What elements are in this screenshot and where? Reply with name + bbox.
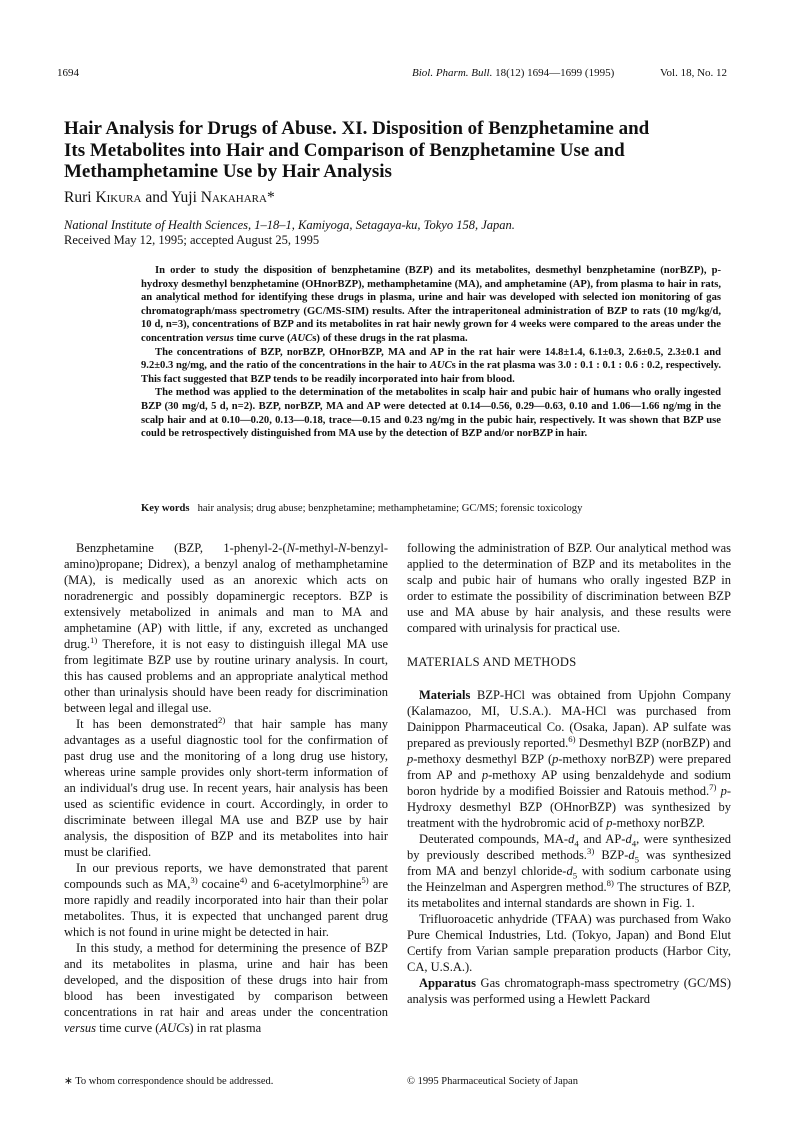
abstract-text: The concentrations of BZP, norBZP, OHnorBZP, MA and AP in the rat hair were 14.8±1.4, 6.1±0.3, 2.6±0.5, 2.3±0.1 and 9.2±0.3 ng/mg, and the ratio of the concentrations in the hair to <box>141 346 721 372</box>
author-conjunction: and <box>145 189 168 206</box>
body-column-right <box>407 540 731 1007</box>
abstract-paragraph <box>141 346 721 387</box>
body-text: s) in rat plasma <box>184 1021 262 1035</box>
body-text: -methoxy desmethyl BZP ( <box>413 752 553 766</box>
abstract-paragraph <box>141 264 721 346</box>
keywords <box>141 502 741 515</box>
citation-ref: 4) <box>239 874 248 885</box>
citation-ref: 7) <box>709 781 717 792</box>
abstract-italic: AUC <box>290 332 313 344</box>
body-italic: p <box>552 752 559 766</box>
body-italic: p <box>407 752 414 766</box>
keywords-text: hair analysis; drug abuse; benzphetamine; methamphetamine; GC/MS; forensic toxicology <box>197 503 583 514</box>
body-text: -benzyl-amino)propane; Didrex), a benzyl analog of methamphetamine (MA), is medically used as an anorexic which acts on noradrenergic and possibly dopaminergic receptors. BZP is extensively metabolized in animals and man to MA and amphetamine (AP) with little, if any, excreted as unchanged drug. <box>64 541 388 651</box>
author-2-family: Nakahara* <box>200 189 275 206</box>
citation-ref: 8) <box>606 877 614 888</box>
body-italic: d <box>628 848 635 862</box>
body-text: -Hydroxy desmethyl BZP (OHnorBZP) was synthesized by treatment with the hydrobromic acid of <box>407 784 732 830</box>
title-line: Methamphetamine Use by Hair Analysis <box>64 161 392 182</box>
body-text: -methoxy norBZP. <box>612 816 705 830</box>
title-line: Its Metabolites into Hair and Comparison of Benzphetamine Use and <box>64 139 625 161</box>
abstract-text: In order to study the disposition of benzphetamine (BZP) and its metabolites, desmethyl benzphetamine (norBZP), p-hydroxy desmethyl benzphetamine (OHnorBZP), methamphetamine (MA), and amphetamine (AP), from plasma to hair in rats, an analytical method for identifying these drugs in plasma, urine and hair was developed with selected ion monitoring of gas chromatograph/mass spectrometry (GC/MS-SIM) results. After the intraperitoneal administration of BZP to rats (10 mg/kg/d, 10 d, n=3), concentrations of BZP and its metabolites in rat hair newly grown for 4 weeks were compared to the areas under the concentration <box>141 265 721 344</box>
body-text: BZP- <box>594 848 629 862</box>
body-italic: p <box>481 768 489 782</box>
page-number: 1694 <box>57 67 79 79</box>
citation-ref: 5) <box>361 874 369 885</box>
abstract-italic: AUC <box>429 360 452 372</box>
body-text: with sodium carbonate using the Heinzelman and Aspergren method. <box>407 864 731 894</box>
body-italic: d <box>566 864 573 878</box>
body-paragraph: following the administration of BZP. Our analytical method was applied to the determination of BZP and its metabolites in the scalp and pubic hair of humans who orally ingested BZP in order to estimate the possibility of discrimination between BZP use and MA abuse by hair analysis, and these results were compared with urinalysis for practical use. <box>407 541 731 635</box>
body-text: -methoxy AP using benzaldehyde and sodium boron hydride by a modified Boissier and Ratouis method. <box>407 768 731 798</box>
body-italic: p <box>720 784 727 798</box>
subscript: 5 <box>572 870 578 881</box>
runin-heading: Materials <box>419 688 471 702</box>
citation-ref: 3) <box>586 845 595 856</box>
correspondence-footnote: ∗ To whom correspondence should be addressed. <box>64 1076 274 1087</box>
body-text: time curve ( <box>95 1021 160 1035</box>
section-heading: MATERIALS AND METHODS <box>407 655 577 669</box>
volume-info: Vol. 18, No. 12 <box>660 67 728 79</box>
journal-citation <box>412 66 614 80</box>
body-text: The structures of BZP, its metabolites and internal standards are shown in Fig. 1. <box>407 880 731 910</box>
body-text: and AP- <box>578 832 626 846</box>
body-text: Benzphetamine (BZP, 1-phenyl-2-( <box>76 541 287 555</box>
body-text: Desmethyl BZP (norBZP) and <box>575 736 731 750</box>
body-text: and 6-acetylmorphine <box>247 877 362 891</box>
body-italic: d <box>568 832 575 846</box>
citation-ref: 1) <box>90 634 98 645</box>
author-1-family: Kikura <box>95 189 142 206</box>
body-italic: p <box>606 816 613 830</box>
paper-title <box>64 118 744 183</box>
citation-ref: 3) <box>190 874 198 885</box>
abstract-text: s) of these drugs in the rat plasma. <box>312 332 468 344</box>
author-list <box>64 189 275 207</box>
body-text: Deuterated compounds, MA- <box>419 832 569 846</box>
abstract <box>141 264 721 441</box>
title-line: Hair Analysis for Drugs of Abuse. XI. Disposition of Benzphetamine and <box>64 118 650 139</box>
body-text: that hair sample has many advantages as a useful diagnostic tool for the confirmation of past drug use and the monitoring of a long drug use history, whereas urine sample provides only short-term information of an individual's drug use. In recent years, hair analysis has been used as scientific evidence in court. Accordingly, in order to discriminate between illegal MA use and BZP use by hair analysis, the disposition of BZP and its metabolites into hair must be clarified. <box>64 717 388 859</box>
body-paragraph <box>64 860 388 940</box>
body-paragraph <box>407 975 731 1007</box>
subscript: 4 <box>574 838 579 849</box>
body-paragraph <box>407 831 731 911</box>
subscript: 4 <box>631 838 637 849</box>
body-paragraph <box>407 687 731 831</box>
body-italic: N <box>286 541 295 555</box>
abstract-text: time curve ( <box>233 332 291 344</box>
journal-name: Biol. Pharm. Bull. <box>412 67 493 79</box>
body-paragraph: Trifluoroacetic anhydride (TFAA) was purchased from Wako Pure Chemical Industries, Ltd. (Tokyo, Japan) and Bond Elut Certify from Varian sample preparation products (Harbor City, CA, U.S.A.). <box>407 912 731 974</box>
body-text: In this study, a method for determining the presence of BZP and its metabolites in plasma, urine and hair has been developed, and the disposition of these drugs into hair from blood has been investigated by comparison between concentrations in rat hair and areas under the concentration <box>64 941 388 1019</box>
body-column-left <box>64 540 388 1036</box>
body-text: In our previous reports, we have demonstrated that parent compounds such as MA, <box>64 861 388 891</box>
abstract-paragraph: The method was applied to the determination of the metabolites in scalp hair and pubic hair of humans who orally ingested BZP (30 mg/d, 5 d, n=2). BZP, norBZP, MA and AP were detected at 0.14—0.56, 0.29—0.63, 0.10 and 1.06—1.66 ng/mg in the scalp hair and at 0.10—0.20, 0.13—0.18, trace—0.15 and 0.23 ng/mg in the pubic hair, respectively. It was shown that BZP use could be retrospectively distinguished from MA use by the detection of BZP and/or norBZP in hair. <box>141 387 721 440</box>
body-text: Gas chromatograph-mass spectrometry (GC/MS) analysis was performed using a Hewlett Packard <box>407 976 731 1006</box>
body-text: Therefore, it is not easy to distinguish illegal MA use from legitimate BZP use by routine urinary analysis. In court, this has caused problems and an appropriate analytical method other than urinalysis should have been ready for discrimination between legal and illegal use. <box>64 637 388 715</box>
body-italic: versus <box>64 1021 96 1035</box>
body-text: was synthesized from MA and benzyl chloride- <box>407 848 731 878</box>
body-text: It has been demonstrated <box>76 717 219 731</box>
journal-issue: 18(12) 1694—1699 (1995) <box>495 67 615 79</box>
body-text: , were synthesized by previously described methods. <box>407 832 731 862</box>
author-2-given: Yuji <box>171 189 197 206</box>
body-paragraph <box>64 716 388 860</box>
body-text: BZP-HCl was obtained from Upjohn Company (Kalamazoo, MI, U.S.A.). MA-HCl was purchased from Dainippon Pharmaceutical Co. (Osaka, Japan). AP sulfate was prepared as previously reported. <box>407 688 731 750</box>
body-italic: d <box>625 832 632 846</box>
body-paragraph <box>64 540 388 716</box>
received-dates: Received May 12, 1995; accepted August 25, 1995 <box>64 233 320 247</box>
runin-heading: Apparatus <box>419 976 476 990</box>
body-text: -methyl- <box>294 541 338 555</box>
body-text: cocaine <box>197 877 240 891</box>
abstract-italic: versus <box>206 332 234 344</box>
keywords-label: Key words <box>141 503 190 514</box>
body-italic: N <box>338 541 347 555</box>
body-text: are more rapidly and readily incorporated into hair than their polar metabolites. Thus, it is expected that unchanged parent drug which is not found in urine might be detected in hair. <box>64 877 388 939</box>
citation-ref: 2) <box>218 714 226 725</box>
author-1-given: Ruri <box>64 189 92 206</box>
subscript: 5 <box>634 854 640 865</box>
body-italic: AUC <box>159 1021 185 1035</box>
body-text: -methoxy norBZP) were prepared from AP and <box>407 752 731 782</box>
citation-ref: 6) <box>568 733 576 744</box>
abstract-text: s in the rat plasma was 3.0 : 0.1 : 0.1 : 0.6 : 0.2, respectively. This fact suggested that BZP tends to be readily incorporated into hair from blood. <box>141 360 721 385</box>
copyright-notice: © 1995 Pharmaceutical Society of Japan <box>407 1076 578 1087</box>
body-paragraph <box>64 940 388 1036</box>
affiliation: National Institute of Health Sciences, 1–18–1, Kamiyoga, Setagaya-ku, Tokyo 158, Japan. <box>64 218 515 232</box>
